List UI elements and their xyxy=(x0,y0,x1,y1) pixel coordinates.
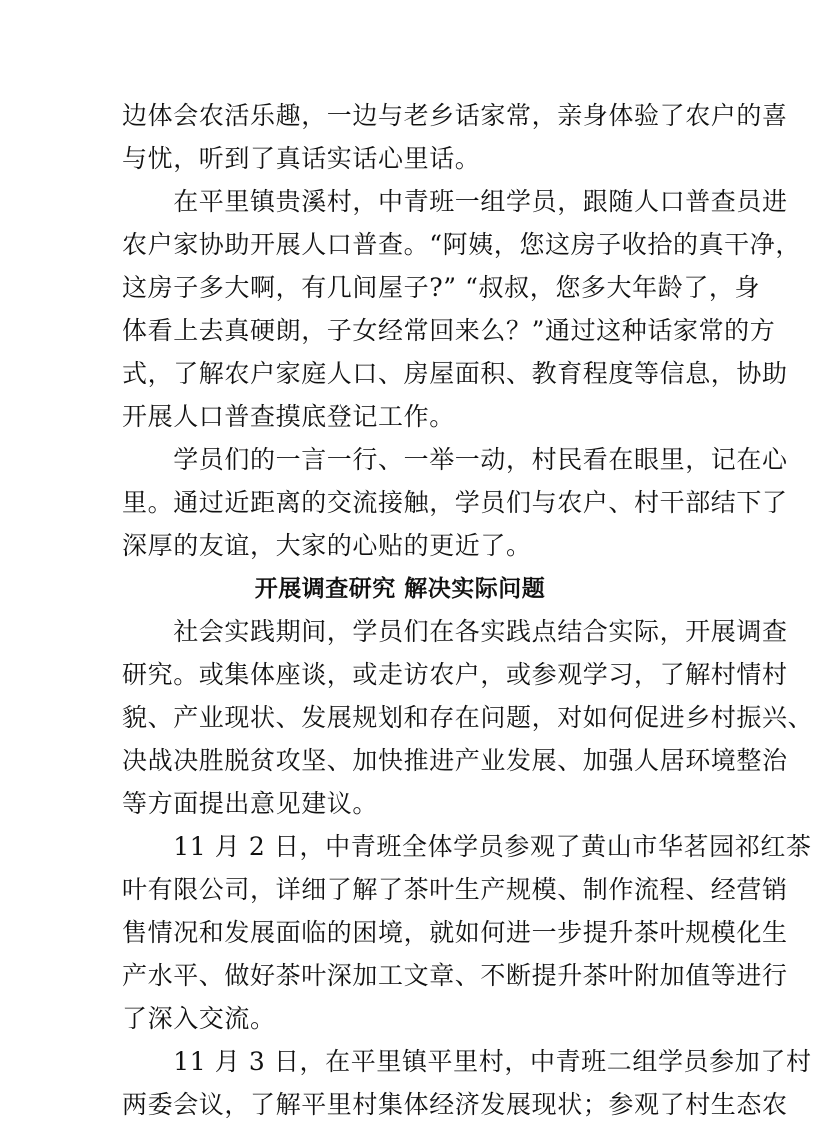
paragraph-line: 在平里镇贵溪村，中青班一组学员，跟随人口普查员进 xyxy=(122,187,788,216)
paragraph-line: 体看上去真硬朗，子女经常回来么？”通过这种话家常的方 xyxy=(122,316,776,345)
section-heading: 开展调查研究 解决实际问题 xyxy=(254,575,546,602)
paragraph-line: 里。通过近距离的交流接触，学员们与农户、村干部结下了 xyxy=(122,488,788,517)
paragraph-line: 11 月 3 日，在平里镇平里村，中青班二组学员参加了村 xyxy=(122,1047,812,1076)
paragraph-line: 农户家协助开展人口普查。“阿姨，您这房子收拾的真干净， xyxy=(122,230,801,259)
paragraph-line: 学员们的一言一行、一举一动，村民看在眼里，记在心 xyxy=(122,445,788,474)
paragraph-line: 边体会农活乐趣，一边与老乡话家常，亲身体验了农户的喜 xyxy=(122,101,788,130)
paragraph-line: 研究。或集体座谈，或走访农户，或参观学习，了解村情村 xyxy=(122,660,788,689)
paragraph-line: 深厚的友谊，大家的心贴的更近了。 xyxy=(122,531,532,560)
paragraph-line: 11 月 2 日，中青班全体学员参观了黄山市华茗园祁红茶 xyxy=(122,832,812,861)
paragraph-line: 式，了解农户家庭人口、房屋面积、教育程度等信息，协助 xyxy=(122,359,788,388)
paragraph-line: 叶有限公司，详细了解了茶叶生产规模、制作流程、经营销 xyxy=(122,875,788,904)
paragraph-line: 开展人口普查摸底登记工作。 xyxy=(122,402,455,431)
paragraph-line: 貌、产业现状、发展规划和存在问题，对如何促进乡村振兴、 xyxy=(122,703,813,732)
paragraph-line: 社会实践期间，学员们在各实践点结合实际，开展调查 xyxy=(122,617,788,646)
paragraph-line: 了深入交流。 xyxy=(122,1004,276,1033)
paragraph-line: 这房子多大啊，有几间屋子?” “叔叔，您多大年龄了，身 xyxy=(122,273,761,302)
paragraph-line: 决战决胜脱贫攻坚、加快推进产业发展、加强人居环境整治 xyxy=(122,746,788,775)
paragraph-line: 与忧，听到了真话实话心里话。 xyxy=(122,144,481,173)
paragraph-line: 售情况和发展面临的困境，就如何进一步提升茶叶规模化生 xyxy=(122,918,788,947)
paragraph-line: 等方面提出意见建议。 xyxy=(122,789,379,818)
paragraph-line: 两委会议，了解平里村集体经济发展现状；参观了村生态农 xyxy=(122,1090,788,1119)
paragraph-line: 产水平、做好茶叶深加工文章、不断提升茶叶附加值等进行 xyxy=(122,961,788,990)
